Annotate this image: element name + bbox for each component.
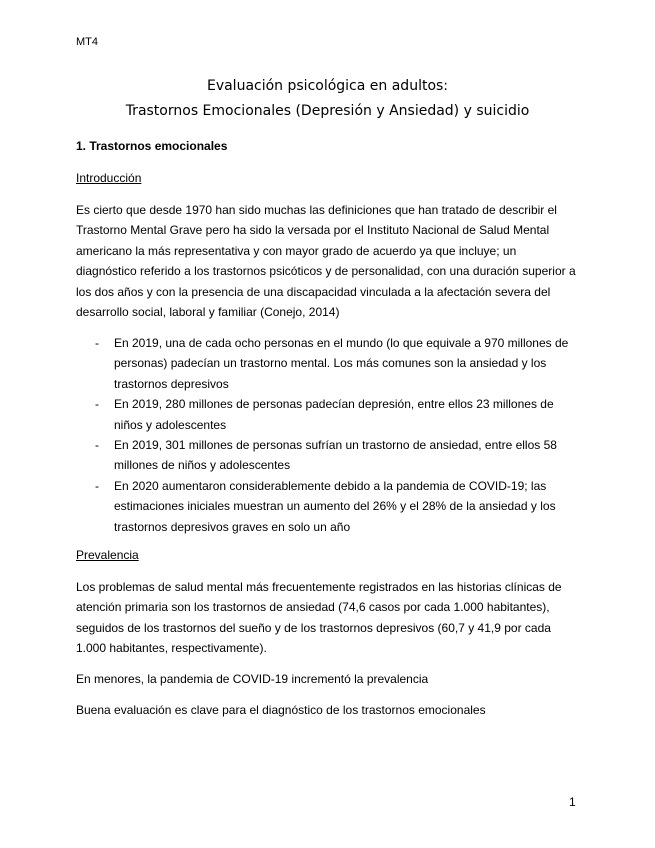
statistics-bullet-list [76, 333, 576, 537]
prevalencia-paragraph-2: En menores, la pandemia de COVID-19 incrementó la prevalencia [76, 672, 429, 686]
bullet-item [76, 435, 576, 476]
page-number: 1 [569, 795, 576, 809]
bullet-text: En 2020 aumentaron considerablemente debido a la pandemia de COVID-19; las estimaciones iniciales muestran un aumento del 26% y el 28% de la ansiedad y los trastornos depresivos graves en solo un año [114, 478, 556, 534]
bullet-marker: - [95, 438, 99, 453]
bullet-text: En 2019, 280 millones de personas padecían depresión, entre ellos 23 millones de niños y adolescentes [114, 397, 554, 432]
bullet-item [76, 394, 576, 435]
prevalencia-paragraph-3: Buena evaluación es clave para el diagnóstico de los trastornos emocionales [76, 703, 486, 717]
bullet-text: En 2019, 301 millones de personas sufrían un trastorno de ansiedad, entre ellos 58 millones de niños y adolescentes [114, 438, 557, 473]
bullet-item [76, 333, 576, 394]
introduccion-paragraph: Es cierto que desde 1970 han sido muchas las definiciones que han tratado de describir el Trastorno Mental Grave pero ha sido la versada por el Instituto Nacional de Salud Mental americano la más representativa y con mayor grado de acuerdo ya que incluye; un diagnóstico referido a los trastornos psicóticos y de personalidad, con una duración superior a los dos años y con la presencia de una discapacidad vinculada a la afectación severa del desarrollo social, laboral y familiar (Conejo, 2014) [76, 203, 576, 320]
document-title-line-2: Trastornos Emocionales (Depresión y Ansiedad) y suicidio [125, 103, 530, 119]
bullet-marker: - [95, 478, 99, 493]
document-header-label: MT4 [76, 36, 98, 48]
bullet-text: En 2019, una de cada ocho personas en el mundo (lo que equivale a 970 millones de personas) padecían un trastorno mental. Los más comunes son la ansiedad y los trastornos depresivos [114, 336, 569, 391]
prevalencia-heading: Prevalencia [76, 548, 139, 562]
bullet-item [76, 476, 576, 537]
section-heading: 1. Trastornos emocionales [76, 139, 228, 153]
introduccion-heading: Introducción [76, 171, 142, 185]
prevalencia-paragraph-1: Los problemas de salud mental más frecuentemente registrados en las historias clínicas de atención primaria son los trastornos de ansiedad (74,6 casos por cada 1.000 habitantes), seguidos de los trastornos del sueño y de los trastornos depresivos (60,7 y 41,9 por cada 1.000 habitantes, respectivamente). [76, 580, 562, 656]
bullet-marker: - [95, 336, 99, 350]
document-title-line-1: Evaluación psicológica en adultos: [206, 78, 449, 94]
bullet-marker: - [95, 397, 99, 412]
